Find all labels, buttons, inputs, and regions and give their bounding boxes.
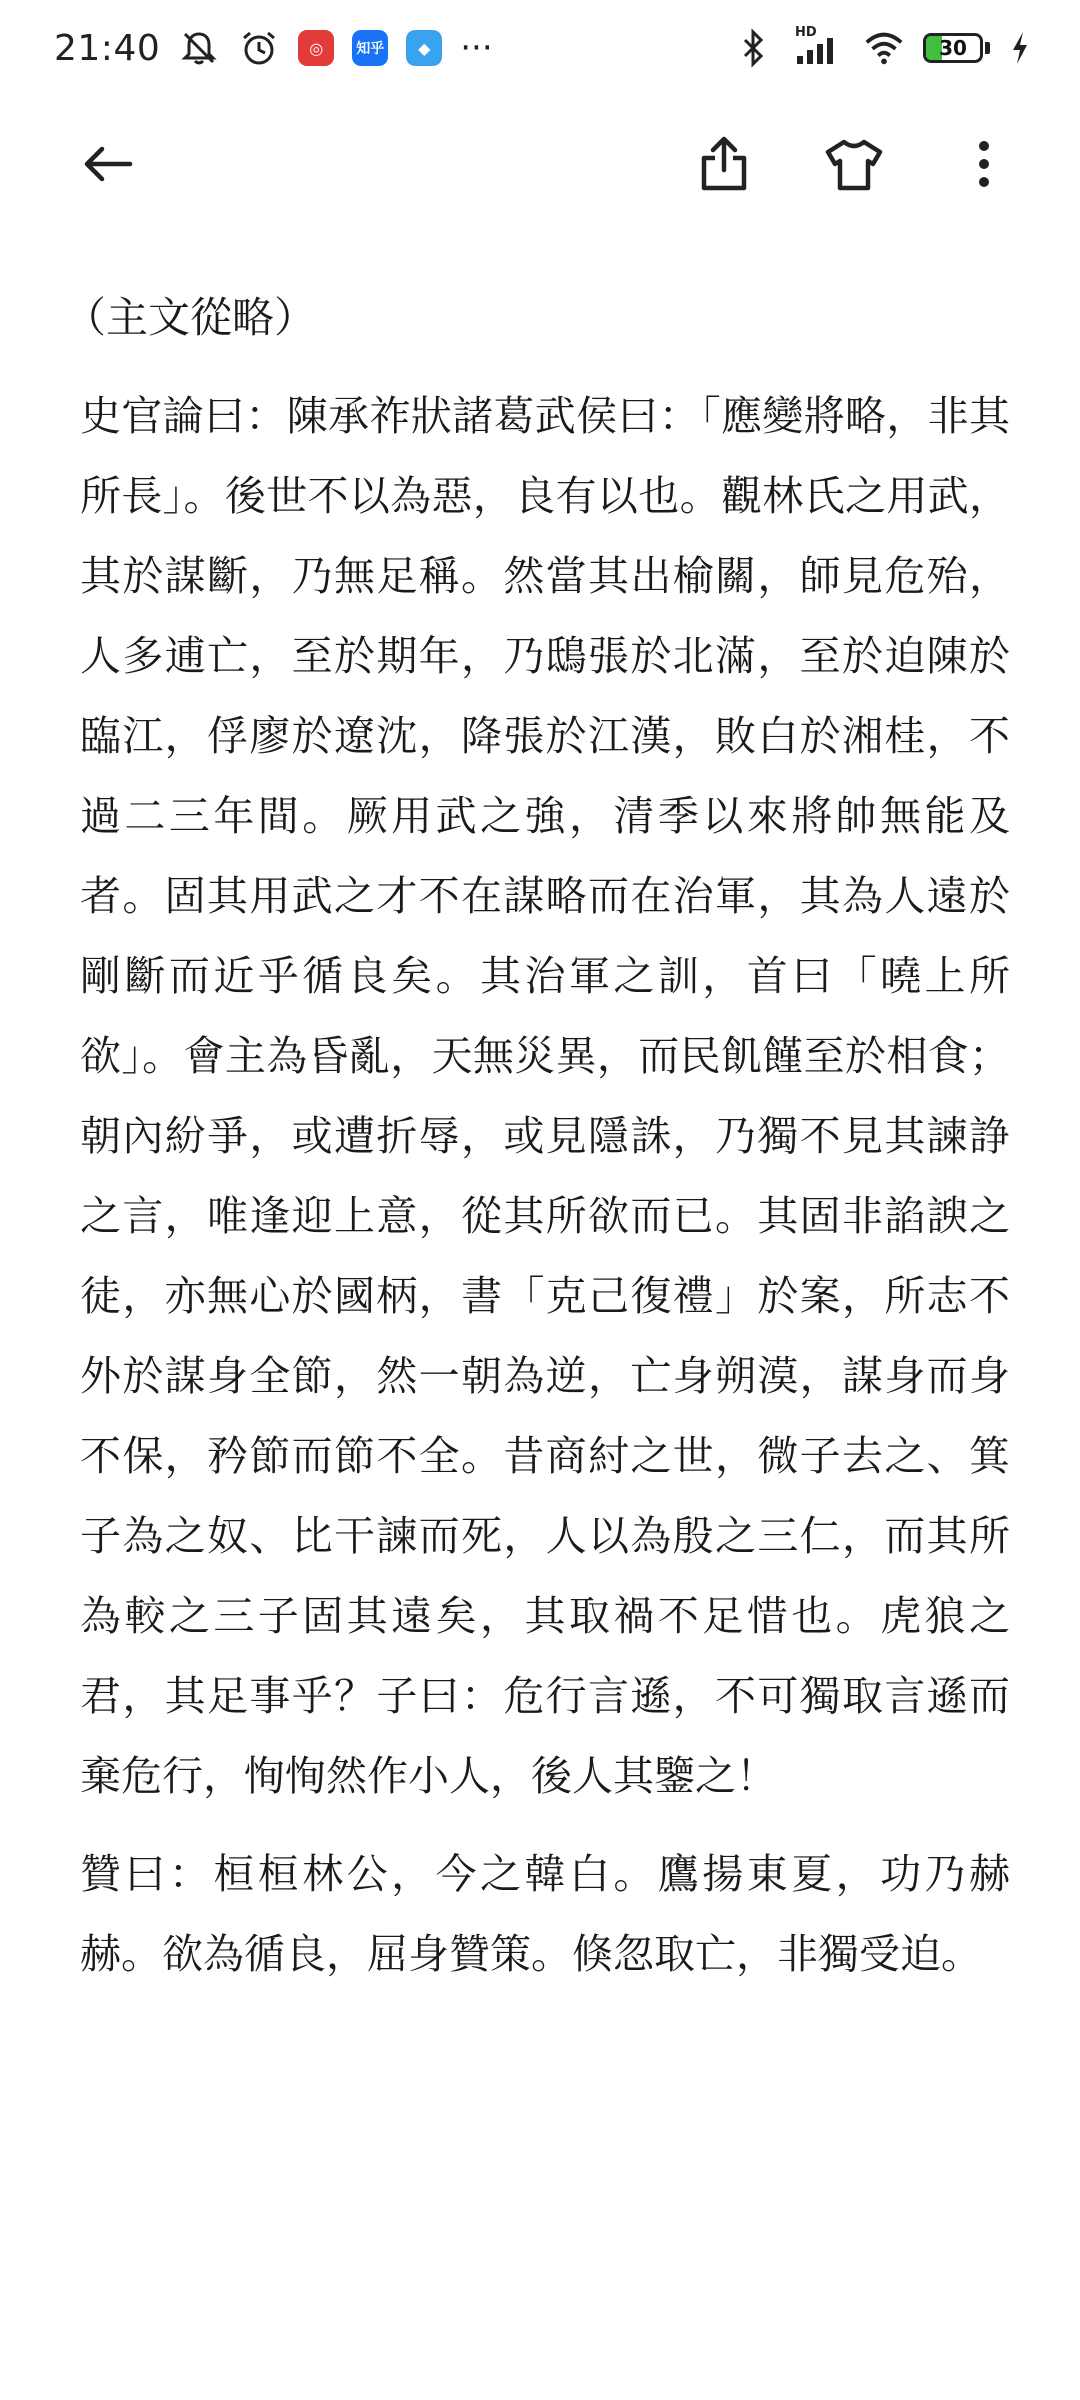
tshirt-icon xyxy=(822,134,886,194)
wifi-icon xyxy=(863,27,905,69)
status-time: 21:40 xyxy=(54,27,161,69)
status-left xyxy=(54,27,493,69)
back-arrow-icon xyxy=(78,134,138,194)
mute-bell-icon xyxy=(178,27,220,69)
battery-tip xyxy=(985,42,990,54)
bluetooth-icon xyxy=(733,27,775,69)
more-notifications-icon: ··· xyxy=(460,28,493,68)
article-paragraph: 贊曰：桓桓林公，今之韓白。鷹揚東夏，功乃赫赫。欲為循良，屈身贊策。倏忽取亡，非獨受迫。 xyxy=(80,1850,1010,1978)
netease-music-icon: ◎ xyxy=(298,30,334,66)
status-bar xyxy=(0,0,1080,96)
omitted-note: （主文從略） xyxy=(64,293,317,342)
more-vertical-icon xyxy=(974,134,994,194)
share-icon xyxy=(694,134,754,194)
status-right xyxy=(733,27,1032,69)
zhihu-icon: 知乎 xyxy=(352,30,388,66)
reader-toolbar xyxy=(0,110,1080,220)
article-paragraph: 史官論曰：陳承祚狀諸葛武侯曰：「應變將略，非其所長」。後世不以為惡，良有以也。觀林氏之用武，其於謀斷，乃無足稱。然當其出榆關，師見危殆，人多逋亡，至於期年，乃鴟張於北滿，至於迫陳於臨江，俘廖於遼沈，降張於江漢，敗白於湘桂，不過二三年間。厥用武之強，清季以來將帥無能及者。固其用武之才不在謀略而在治軍，其為人遠於剛斷而近乎循良矣。其治軍之訓，首曰「曉上所欲」。會主為昏亂，天無災異，而民飢饉至於相食；朝內紛爭，或遭折辱，或見隱誅，乃獨不見其諫諍之言，唯逢迎上意，從其所欲而已。其固非諂諛之徒，亦無心於國柄，書「克己復禮」於案，所志不外於謀身全節，然一朝為逆，亡身朔漠，謀身而身不保，矜節而節不全。昔商紂之世，微子去之、箕子為之奴、比干諫而死，人以為殷之三仁，而其所為較之三子固其遠矣，其取禍不足惜也。虎狼之君，其足事乎？子曰：危行言遜，不可獨取言遜而棄危行，恂恂然作小人，後人其鑒之！ xyxy=(80,392,1010,1800)
battery-indicator xyxy=(923,33,990,63)
cellular-signal-icon xyxy=(793,27,845,69)
theme-button[interactable] xyxy=(806,116,902,212)
network-type-label: HD xyxy=(795,25,817,40)
blue-app-icon: ◆ xyxy=(406,30,442,66)
more-options-button[interactable] xyxy=(936,116,1032,212)
charging-bolt-icon xyxy=(1008,27,1032,69)
battery-percent: 30 xyxy=(939,36,967,60)
back-button[interactable] xyxy=(60,116,156,212)
article-content xyxy=(64,278,1010,2012)
battery-body xyxy=(923,33,983,63)
share-button[interactable] xyxy=(676,116,772,212)
alarm-clock-icon xyxy=(238,27,280,69)
